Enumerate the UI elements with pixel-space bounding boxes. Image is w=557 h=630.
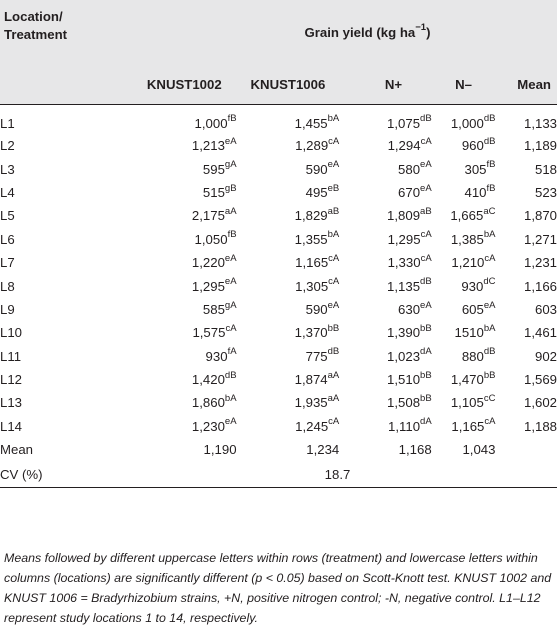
yield-value: 1,874 <box>294 372 328 388</box>
col-header-n-minus: N– <box>455 76 472 92</box>
yield-cell-n-plus <box>339 181 431 204</box>
corner-header <box>0 0 118 105</box>
yield-value: 1,245 <box>295 418 329 434</box>
yield-value: 1,508 <box>387 395 421 411</box>
yield-cell-knust1002 <box>118 228 237 251</box>
yield-value: 1,210 <box>451 255 485 271</box>
significance-letters: bB <box>420 393 432 405</box>
location-label: L5 <box>0 208 15 224</box>
significance-letters: fB <box>486 182 496 194</box>
yield-cell-knust1002 <box>118 345 237 368</box>
yield-value: 1,135 <box>387 278 421 294</box>
yield-value: 2,175 <box>191 208 225 224</box>
col-header-mean: Mean <box>517 76 551 92</box>
yield-cell-n-plus <box>339 204 431 227</box>
yield-cell-n-minus <box>432 228 496 251</box>
yield-cell-n-minus <box>432 181 496 204</box>
significance-letters: fB <box>227 113 237 125</box>
significance-letters: cA <box>484 252 496 264</box>
yield-cell-knust1006 <box>237 345 340 368</box>
yield-value: 670 <box>398 184 421 200</box>
location-label: L10 <box>0 325 23 341</box>
table-row <box>0 251 557 274</box>
yield-value: 1,420 <box>191 372 225 388</box>
yield-value: 590 <box>305 161 328 177</box>
mean-row-label: Mean <box>0 442 33 458</box>
cv-row-label: CV (%) <box>0 466 43 482</box>
row-mean: 902 <box>534 348 557 364</box>
yield-cell-knust1006 <box>237 298 340 321</box>
significance-letters: cA <box>484 416 496 428</box>
yield-value: 1,510 <box>387 372 421 388</box>
yield-cell-knust1006 <box>237 251 340 274</box>
yield-value: 590 <box>305 301 328 317</box>
significance-letters: cA <box>328 252 340 264</box>
significance-letters: aB <box>327 205 340 217</box>
yield-cell-n-plus <box>339 274 431 297</box>
significance-letters: cA <box>420 135 432 147</box>
yield-value: 930 <box>461 278 484 294</box>
significance-letters: dA <box>420 346 432 358</box>
significance-letters: dA <box>420 416 432 428</box>
significance-letters: bA <box>483 322 496 334</box>
table-row <box>0 321 557 344</box>
location-label: L14 <box>0 418 23 434</box>
yield-value: 1,165 <box>451 418 485 434</box>
location-label: L4 <box>0 184 15 200</box>
yield-cell-n-plus <box>339 368 431 391</box>
table-row <box>0 298 557 321</box>
yield-value: 1,370 <box>294 325 328 341</box>
yield-cell-knust1002 <box>118 368 237 391</box>
yield-cell-n-minus <box>432 274 496 297</box>
significance-letters: bA <box>327 113 340 125</box>
row-mean: 1,133 <box>523 115 557 131</box>
row-mean: 1,602 <box>523 395 557 411</box>
yield-cell-knust1006 <box>237 181 340 204</box>
yield-value: 1,110 <box>388 418 421 434</box>
table-row <box>0 274 557 297</box>
location-label: L12 <box>0 372 23 388</box>
row-mean: 1,870 <box>523 208 557 224</box>
significance-letters: fB <box>486 159 496 171</box>
yield-cell-n-plus <box>339 157 431 180</box>
cv-value: 18.7 <box>324 466 351 482</box>
significance-letters: cC <box>483 393 496 405</box>
yield-value: 1,390 <box>387 325 421 341</box>
yield-cell-n-plus <box>339 134 431 157</box>
yield-cell-knust1002 <box>118 415 237 438</box>
yield-cell-knust1002 <box>118 181 237 204</box>
yield-cell-n-plus <box>339 298 431 321</box>
location-label: L7 <box>0 255 15 271</box>
yield-cell-n-minus <box>432 204 496 227</box>
yield-cell-n-minus <box>432 105 496 135</box>
row-mean: 518 <box>534 161 557 177</box>
location-label: L1 <box>0 115 15 131</box>
header-row-group <box>0 0 557 64</box>
table-row <box>0 134 557 157</box>
significance-letters: dB <box>420 113 432 125</box>
yield-cell-knust1006 <box>237 157 340 180</box>
significance-letters: cA <box>328 276 340 288</box>
significance-letters: dB <box>420 276 432 288</box>
yield-value: 410 <box>464 184 487 200</box>
significance-letters: gB <box>224 182 237 194</box>
yield-value: 1,294 <box>387 138 421 154</box>
significance-letters: gA <box>224 299 237 311</box>
yield-value: 1,000 <box>194 115 228 131</box>
yield-value: 1,305 <box>295 278 329 294</box>
significance-letters: dB <box>327 346 340 358</box>
significance-letters: dB <box>483 346 496 358</box>
significance-letters: gA <box>224 159 237 171</box>
yield-value: 630 <box>398 301 421 317</box>
location-label: L8 <box>0 278 15 294</box>
yield-cell-n-plus <box>339 345 431 368</box>
yield-value: 1,295 <box>387 231 421 247</box>
location-label: L11 <box>0 348 22 364</box>
yield-value: 495 <box>305 184 328 200</box>
table-row <box>0 105 557 135</box>
yield-cell-knust1002 <box>118 134 237 157</box>
row-mean: 1,188 <box>523 418 557 434</box>
significance-letters: eA <box>420 159 432 171</box>
yield-value: 775 <box>305 348 328 364</box>
yield-cell-n-plus <box>339 251 431 274</box>
yield-cell-n-plus <box>339 391 431 414</box>
yield-cell-knust1002 <box>118 391 237 414</box>
mean-knust1006: 1,234 <box>306 442 340 458</box>
yield-cell-n-minus <box>432 391 496 414</box>
significance-letters: bA <box>224 393 237 405</box>
significance-letters: eA <box>483 299 496 311</box>
col-header-knust1006: KNUST1006 <box>250 76 326 92</box>
significance-letters: cA <box>225 322 237 334</box>
row-mean: 1,271 <box>523 231 557 247</box>
significance-letters: aC <box>483 205 496 217</box>
col-header-knust1002: KNUST1002 <box>146 76 222 92</box>
mean-knust1002: 1,190 <box>203 442 237 458</box>
yield-value: 1,330 <box>387 255 421 271</box>
yield-value: 1,289 <box>295 138 329 154</box>
table-row <box>0 228 557 251</box>
yield-value: 1,470 <box>450 372 484 388</box>
corner-line1: Location/ <box>4 9 63 24</box>
table-row <box>0 157 557 180</box>
table-row <box>0 391 557 414</box>
mean-n-plus: 1,168 <box>398 442 432 458</box>
significance-letters: dB <box>224 369 237 381</box>
row-mean: 1,461 <box>523 325 557 341</box>
yield-cell-n-minus <box>432 368 496 391</box>
significance-letters: aA <box>327 369 340 381</box>
significance-letters: eA <box>327 159 340 171</box>
yield-cell-n-minus <box>432 134 496 157</box>
yield-cell-knust1002 <box>118 298 237 321</box>
yield-cell-knust1006 <box>237 274 340 297</box>
yield-value: 1,220 <box>191 255 225 271</box>
location-label: L13 <box>0 395 23 411</box>
significance-letters: aA <box>327 393 340 405</box>
corner-line2: Treatment <box>4 27 68 42</box>
yield-value: 960 <box>461 138 484 154</box>
table-row <box>0 415 557 438</box>
significance-letters: dB <box>483 113 496 125</box>
yield-cell-n-plus <box>339 415 431 438</box>
table-footnote: Means followed by different uppercase letters within rows (treatment) and lowercase letters within columns (locations) are significantly different (p < 0.05) based on Scott-Knott test. KNUST 1002 and KNUST 1006 = Bradyrhizobium strains, +N, positive nitrogen control; -N, negative control. L1–L12 represent study locations 1 to 14, respectively. <box>4 551 552 625</box>
yield-cell-n-plus <box>339 321 431 344</box>
yield-cell-knust1006 <box>237 415 340 438</box>
significance-letters: eA <box>420 182 432 194</box>
yield-value: 1,860 <box>191 395 225 411</box>
yield-value: 1,665 <box>450 208 484 224</box>
significance-letters: eA <box>224 416 237 428</box>
yield-value: 1,000 <box>450 115 484 131</box>
row-mean: 1,231 <box>523 255 557 271</box>
yield-value: 585 <box>202 301 225 317</box>
significance-letters: eB <box>327 182 340 194</box>
significance-letters: dC <box>483 276 496 288</box>
yield-value: 1510 <box>454 325 484 341</box>
yield-value: 1,105 <box>450 395 484 411</box>
yield-value: 1,050 <box>194 231 228 247</box>
mean-row <box>0 438 557 461</box>
yield-cell-knust1006 <box>237 134 340 157</box>
significance-letters: eA <box>327 299 340 311</box>
grain-yield-header-close: ) <box>426 24 431 40</box>
significance-letters: fB <box>227 229 237 241</box>
cv-row <box>0 461 557 488</box>
location-label: L2 <box>0 138 15 154</box>
yield-cell-n-plus <box>339 105 431 135</box>
significance-letters: dB <box>483 135 496 147</box>
location-label: L3 <box>0 161 15 177</box>
table-row <box>0 204 557 227</box>
significance-letters: aA <box>224 205 237 217</box>
significance-letters: bB <box>327 322 340 334</box>
yield-value: 1,023 <box>387 348 421 364</box>
table-body <box>0 105 557 439</box>
significance-letters: aB <box>420 205 432 217</box>
yield-value: 1,213 <box>191 138 225 154</box>
table-row <box>0 368 557 391</box>
yield-cell-knust1002 <box>118 251 237 274</box>
yield-value: 1,455 <box>294 115 328 131</box>
yield-cell-n-minus <box>432 415 496 438</box>
mean-overall <box>495 438 557 461</box>
col-header-n-plus: N+ <box>384 76 403 92</box>
yield-value: 1,355 <box>294 231 328 247</box>
yield-value: 880 <box>461 348 484 364</box>
yield-cell-n-minus <box>432 321 496 344</box>
yield-value: 515 <box>202 184 225 200</box>
significance-letters: eA <box>224 252 237 264</box>
yield-value: 1,165 <box>295 255 329 271</box>
table-row <box>0 345 557 368</box>
mean-n-minus: 1,043 <box>462 442 496 458</box>
yield-cell-knust1002 <box>118 274 237 297</box>
yield-value: 1,829 <box>294 208 328 224</box>
yield-value: 305 <box>464 161 487 177</box>
significance-letters: bA <box>327 229 340 241</box>
yield-value: 1,295 <box>191 278 225 294</box>
yield-value: 1,809 <box>387 208 421 224</box>
yield-cell-knust1006 <box>237 228 340 251</box>
yield-cell-knust1002 <box>118 321 237 344</box>
location-label: L6 <box>0 231 15 247</box>
row-mean: 1,166 <box>523 278 557 294</box>
yield-cell-knust1006 <box>237 105 340 135</box>
yield-cell-n-minus <box>432 298 496 321</box>
significance-letters: bB <box>420 322 432 334</box>
significance-letters: cA <box>420 229 432 241</box>
yield-value: 930 <box>205 348 228 364</box>
yield-value: 1,935 <box>294 395 328 411</box>
grain-yield-header-text: Grain yield (kg ha <box>304 24 416 40</box>
yield-cell-knust1006 <box>237 204 340 227</box>
significance-letters: eA <box>420 299 432 311</box>
significance-letters: fA <box>227 346 237 358</box>
significance-letters: eA <box>224 276 237 288</box>
location-label: L9 <box>0 301 15 317</box>
yield-cell-n-plus <box>339 228 431 251</box>
yield-cell-n-minus <box>432 157 496 180</box>
significance-letters: bB <box>420 369 432 381</box>
yield-cell-knust1002 <box>118 157 237 180</box>
yield-value: 595 <box>202 161 225 177</box>
yield-cell-n-minus <box>432 251 496 274</box>
yield-value: 1,575 <box>192 325 226 341</box>
yield-value: 580 <box>398 161 421 177</box>
row-mean: 1,569 <box>523 372 557 388</box>
yield-value: 1,385 <box>450 231 484 247</box>
significance-letters: cA <box>420 252 432 264</box>
yield-value: 605 <box>461 301 484 317</box>
yield-cell-knust1006 <box>237 368 340 391</box>
significance-letters: bB <box>483 369 496 381</box>
yield-cell-knust1006 <box>237 391 340 414</box>
yield-value: 1,075 <box>387 115 421 131</box>
significance-letters: cA <box>328 416 340 428</box>
yield-value: 1,230 <box>191 418 225 434</box>
row-mean: 1,189 <box>523 138 557 154</box>
grain-yield-header-sup: −1 <box>415 22 427 34</box>
yield-cell-knust1006 <box>237 321 340 344</box>
significance-letters: cA <box>328 135 340 147</box>
table-row <box>0 181 557 204</box>
yield-cell-knust1002 <box>118 204 237 227</box>
grain-yield-header <box>118 0 557 64</box>
yield-cell-knust1002 <box>118 105 237 135</box>
significance-letters: eA <box>224 135 237 147</box>
row-mean: 523 <box>534 184 557 200</box>
row-mean: 603 <box>534 301 557 317</box>
yield-cell-n-minus <box>432 345 496 368</box>
significance-letters: bA <box>483 229 496 241</box>
